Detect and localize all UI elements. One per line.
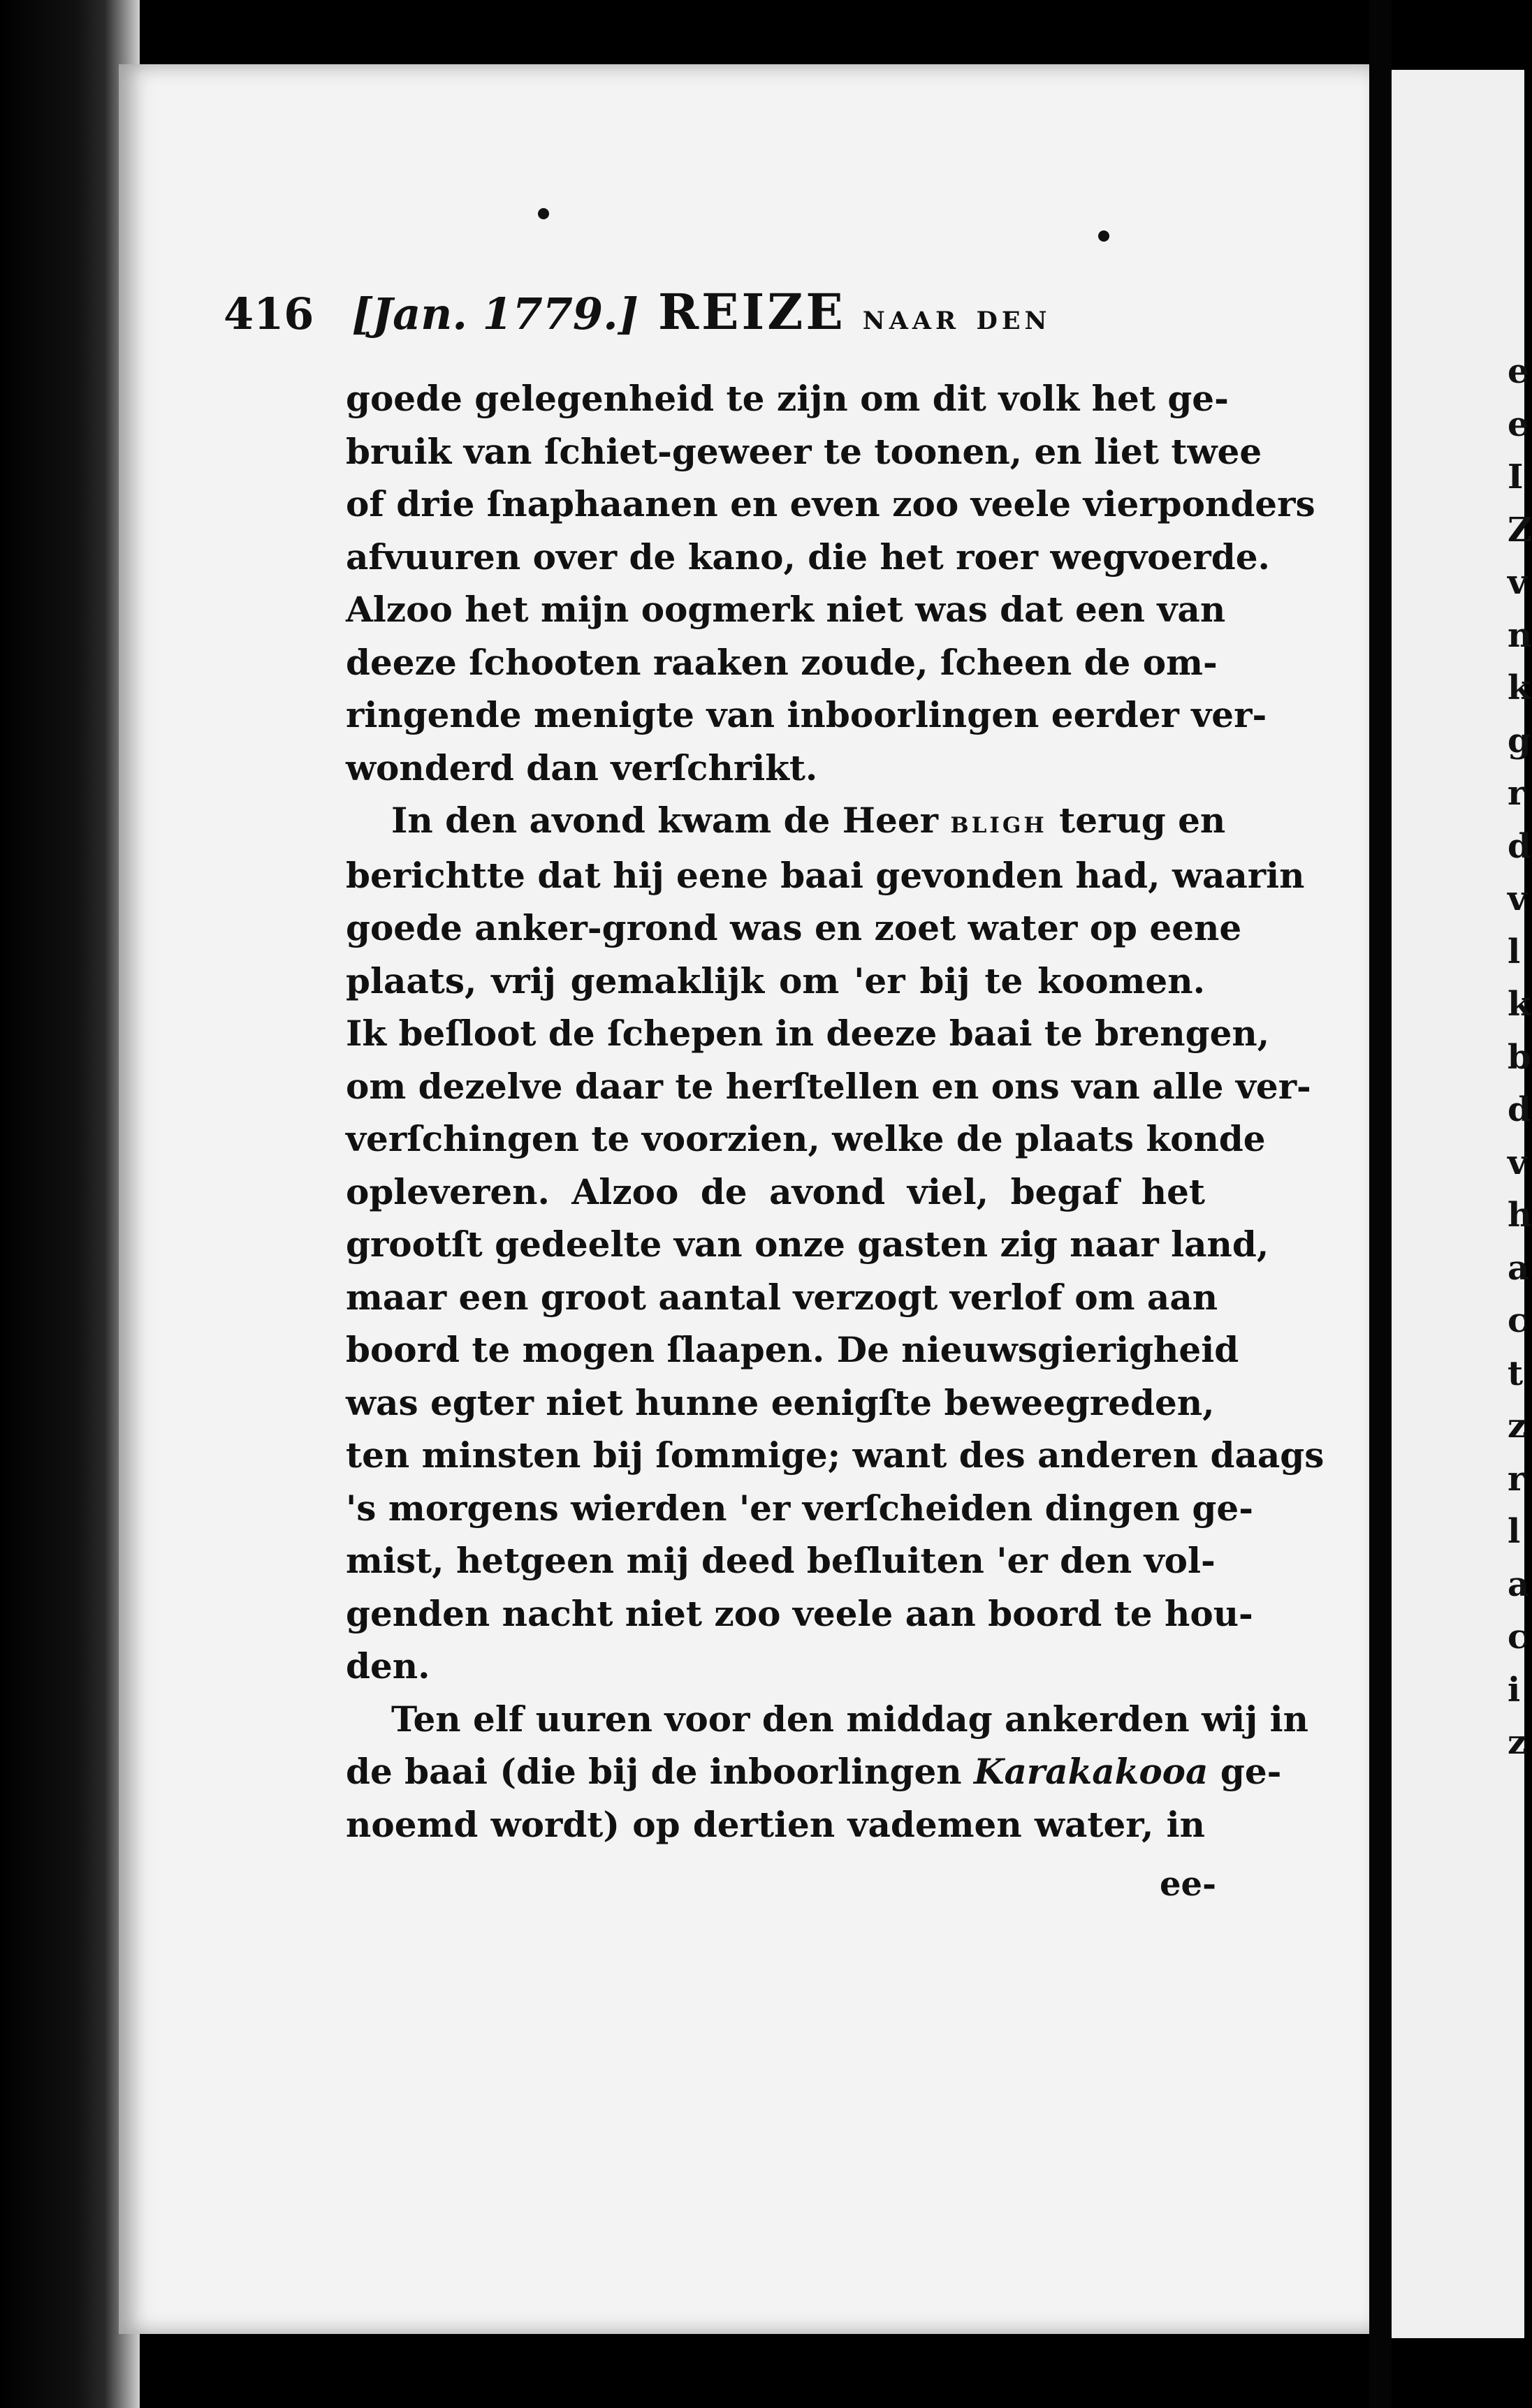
text-line: opleveren. Alzoo de avond viel, begaf het: [346, 1170, 1205, 1212]
facing-letter: l: [1508, 1512, 1521, 1551]
text-line: wonderd dan verſchrikt.: [346, 747, 818, 788]
page-gutter: [1369, 0, 1392, 2408]
facing-letter: t: [1508, 1353, 1524, 1393]
facing-letter: b: [1508, 1037, 1531, 1077]
text-line: Ik beſloot de ſchepen in deeze baai te brengen,: [346, 1013, 1270, 1054]
text-line: afvuuren over de kano, die het roer wegvoerde.: [346, 536, 1270, 578]
text-line: plaats, vrij gemaklijk om 'er bij te koomen.: [346, 960, 1205, 1001]
facing-letter: v: [1508, 1143, 1527, 1182]
facing-letter: d: [1508, 1090, 1531, 1129]
facing-letter: a: [1508, 1248, 1530, 1288]
facing-letter: d: [1508, 826, 1531, 866]
facing-letter: v: [1508, 879, 1527, 918]
facing-letter: g: [1508, 721, 1531, 761]
text-line: 's morgens wierden 'er verſcheiden dingen ge-: [346, 1487, 1253, 1529]
text-line: maar een groot aantal verzogt verlof om aan: [346, 1276, 1218, 1318]
facing-letter: e: [1508, 404, 1529, 444]
facing-letter: r: [1508, 1459, 1526, 1499]
text-line: Alzoo het mijn oogmerk niet was dat een van: [346, 589, 1226, 630]
facing-letter: Z: [1508, 510, 1532, 550]
facing-letter: a: [1508, 1564, 1530, 1604]
facing-letter: c: [1508, 1301, 1529, 1340]
text-line: Ten elf uuren voor den middag ankerden wij in: [391, 1698, 1308, 1740]
text-line: om dezelve daar te herſtellen en ons van alle ver-: [346, 1065, 1311, 1107]
text-line: grootſt gedeelte van onze gasten zig naar land,: [346, 1224, 1269, 1265]
text-line: mist, hetgeen mij deed beſluiten 'er den vol-: [346, 1540, 1216, 1581]
facing-letter: c: [1508, 1617, 1529, 1657]
body-text: [346, 372, 1325, 1851]
facing-letter: v: [1508, 563, 1527, 602]
text-line: ten minsten bij ſommige; want des anderen daags: [346, 1434, 1325, 1476]
text-line: berichtte dat hij eene baai gevonden had, waarin: [346, 854, 1305, 896]
facing-letter: l: [1508, 932, 1521, 971]
text-line: [346, 1745, 1282, 1798]
ink-speck: [538, 208, 549, 219]
facing-letter: h: [1508, 1196, 1532, 1235]
header-title: REIZE: [658, 283, 846, 341]
facing-page: [1392, 70, 1524, 2338]
catchword: ee-: [1160, 1865, 1216, 1904]
facing-letter: e: [1508, 352, 1529, 391]
text-line: noemd wordt) op dertien vademen water, in: [346, 1803, 1205, 1845]
text-span: de baai (die bij de inboorlingen: [346, 1751, 962, 1792]
facing-letter: k: [1508, 985, 1531, 1024]
facing-letter: I: [1508, 457, 1524, 497]
facing-letter: z: [1508, 1407, 1527, 1446]
running-header: [224, 283, 1216, 353]
text-span: In den avond kwam de Heer: [391, 800, 938, 841]
text-line: genden nacht niet zoo veele aan boord te hou-: [346, 1592, 1253, 1634]
text-line: ringende menigte van inboorlingen eerder ver-: [346, 694, 1267, 735]
text-line: [346, 794, 1226, 849]
page-number: 416: [224, 288, 314, 339]
text-line: goede anker-grond was en zoet water op eene: [346, 907, 1242, 948]
text-line: of drie ſnaphaanen en even zoo veele vierponders: [346, 483, 1315, 524]
facing-page-letters: [1508, 346, 1532, 1770]
text-line: goede gelegenheid te zijn om dit volk het ge-: [346, 378, 1229, 419]
facing-letter: r: [1508, 774, 1526, 813]
header-subtitle: naar den: [862, 296, 1051, 337]
text-line: boord te mogen ſlaapen. De nieuwsgierigheid: [346, 1329, 1239, 1370]
text-line: den.: [346, 1645, 430, 1687]
text-line: verſchingen te voorzien, welke de plaats konde: [346, 1118, 1266, 1159]
text-line: was egter niet hunne eenigſte beweegreden,: [346, 1381, 1215, 1423]
facing-letter: z: [1508, 1723, 1527, 1762]
text-line: deeze ſchooten raaken zoude, ſcheen de om-: [346, 641, 1218, 683]
person-name: bligh: [950, 805, 1047, 840]
facing-letter: n: [1508, 615, 1532, 655]
place-name: Karakakooa: [974, 1751, 1209, 1792]
header-date: [Jan. 1779.]: [351, 288, 639, 339]
text-span: ge-: [1220, 1751, 1282, 1792]
text-span: terug en: [1059, 800, 1226, 841]
facing-letter: i: [1508, 1670, 1521, 1710]
text-line: bruik van ſchiet-geweer te toonen, en liet twee: [346, 430, 1262, 472]
facing-letter: k: [1508, 668, 1531, 707]
ink-speck: [1098, 230, 1109, 242]
